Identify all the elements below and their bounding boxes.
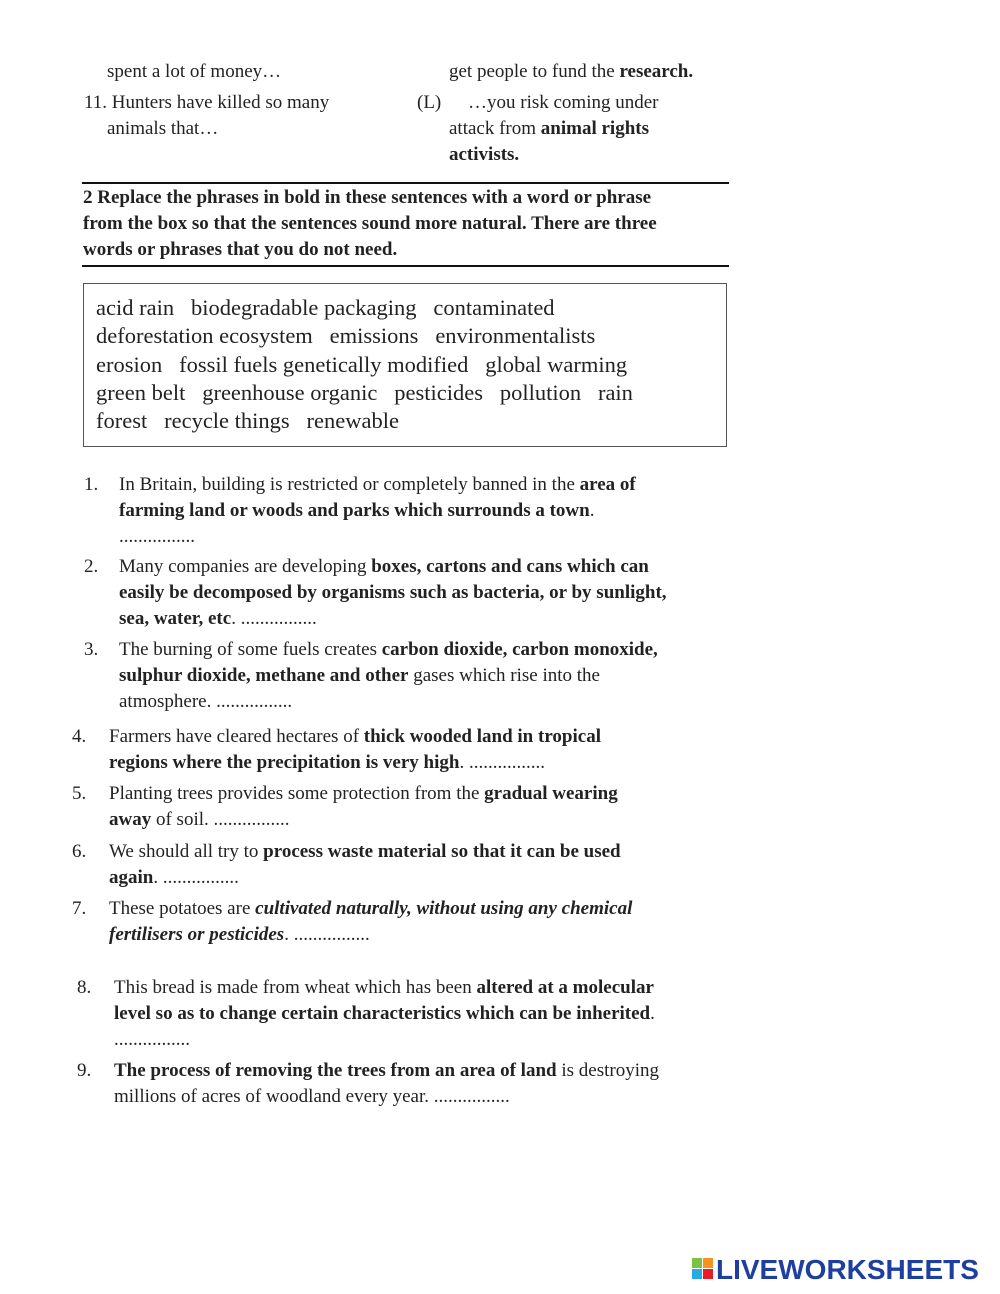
question-text: millions of acres of woodland every year. ................ bbox=[114, 1086, 510, 1107]
question-text: atmosphere. ................ bbox=[119, 691, 293, 712]
question-text: . bbox=[589, 500, 595, 521]
question-line bbox=[119, 498, 594, 524]
question-line bbox=[114, 975, 654, 1001]
question-line bbox=[109, 807, 290, 833]
question-number: 2. bbox=[84, 556, 99, 577]
question-number: 9. bbox=[77, 1060, 92, 1081]
question-number: 8. bbox=[77, 977, 92, 998]
question-bold-phrase: gradual wearing bbox=[484, 783, 618, 804]
instruction-bottom-rule bbox=[82, 265, 729, 267]
question-line bbox=[109, 781, 618, 807]
question-bold-phrase: cultivated naturally, without using any chemical bbox=[255, 898, 633, 919]
logo-grid-icon bbox=[692, 1258, 714, 1280]
match-row10-right-bold: research. bbox=[619, 61, 694, 82]
question-line bbox=[109, 750, 545, 776]
logo-square-icon bbox=[692, 1258, 702, 1268]
match-row10-right bbox=[449, 61, 693, 83]
question-line bbox=[119, 663, 600, 689]
question-bold-phrase: away bbox=[109, 809, 152, 830]
word-box-line: erosion fossil fuels genetically modified global warming bbox=[96, 352, 628, 377]
question-line bbox=[109, 922, 370, 948]
match-row11-left-line1: 11. Hunters have killed so many bbox=[84, 92, 330, 113]
word-box-line: forest recycle things renewable bbox=[96, 408, 399, 433]
question-line bbox=[114, 1001, 655, 1027]
match-row11-right-line2-text: attack from bbox=[449, 118, 541, 139]
question-line bbox=[109, 896, 632, 922]
question-text: The burning of some fuels creates bbox=[119, 639, 382, 660]
question-number: 3. bbox=[84, 639, 99, 660]
question-text: . ................ bbox=[284, 924, 370, 945]
match-row11-right-line3: activists. bbox=[449, 144, 520, 165]
question-line bbox=[119, 524, 195, 550]
question-line bbox=[109, 839, 621, 865]
question-bold-phrase: sulphur dioxide, methane and other bbox=[119, 665, 409, 686]
question-line bbox=[119, 637, 658, 663]
instruction-line1: 2 Replace the phrases in bold in these sentences with a word or phrase bbox=[83, 187, 652, 208]
question-bold-phrase: altered at a molecular bbox=[476, 977, 654, 998]
question-bold-phrase: fertilisers or pesticides bbox=[109, 924, 285, 945]
question-bold-phrase: again bbox=[109, 867, 154, 888]
question-number: 1. bbox=[84, 474, 99, 495]
word-box-line: green belt greenhouse organic pesticides pollution rain bbox=[96, 380, 633, 405]
match-row11-right-line2-bold: animal rights bbox=[540, 118, 649, 139]
question-text: ................ bbox=[119, 526, 195, 547]
question-text: ................ bbox=[114, 1029, 190, 1050]
question-text: of soil. ................ bbox=[151, 809, 290, 830]
question-bold-phrase: easily be decomposed by organisms such as bacteria, or by sunlight, bbox=[119, 582, 667, 603]
question-line bbox=[109, 724, 601, 750]
question-text: These potatoes are bbox=[109, 898, 256, 919]
logo-text: LIVEWORKSHEETS bbox=[716, 1254, 979, 1285]
question-text: Farmers have cleared hectares of bbox=[109, 726, 364, 747]
question-line bbox=[114, 1027, 190, 1053]
question-line bbox=[114, 1084, 510, 1110]
question-number: 4. bbox=[72, 726, 87, 747]
word-box bbox=[83, 283, 727, 447]
question-text: . bbox=[650, 1003, 655, 1024]
question-bold-phrase: The process of removing the trees from an area of land bbox=[114, 1060, 557, 1081]
question-line bbox=[119, 580, 667, 606]
logo-square-icon bbox=[692, 1269, 702, 1279]
match-row11-right-line1: …you risk coming under bbox=[468, 92, 659, 113]
question-bold-phrase: farming land or woods and parks which surrounds a town bbox=[119, 500, 590, 521]
question-bold-phrase: regions where the precipitation is very high bbox=[109, 752, 460, 773]
question-bold-phrase: process waste material so that it can be used bbox=[263, 841, 621, 862]
instruction-line2: from the box so that the sentences sound more natural. There are three bbox=[83, 213, 657, 234]
instruction-top-rule bbox=[82, 182, 729, 184]
question-text: We should all try to bbox=[109, 841, 264, 862]
question-text: . ................ bbox=[459, 752, 545, 773]
question-text: gases which rise into the bbox=[408, 665, 600, 686]
logo-square-icon bbox=[703, 1258, 713, 1268]
match-row11-letter: (L) bbox=[417, 92, 442, 113]
question-text: Many companies are developing bbox=[119, 556, 372, 577]
question-line bbox=[119, 472, 636, 498]
match-row11-left-line2: animals that… bbox=[107, 118, 219, 139]
question-bold-phrase: carbon dioxide, carbon monoxide, bbox=[381, 639, 658, 660]
match-row10-left: spent a lot of money… bbox=[107, 61, 282, 82]
question-bold-phrase: area of bbox=[579, 474, 636, 495]
instruction-line3: words or phrases that you do not need. bbox=[83, 239, 398, 260]
question-text: . ................ bbox=[153, 867, 239, 888]
question-line bbox=[119, 689, 292, 715]
question-line bbox=[119, 554, 649, 580]
liveworksheets-logo bbox=[692, 1254, 992, 1286]
question-text: . ................ bbox=[231, 608, 317, 629]
question-bold-phrase: level so as to change certain characteristics which can be inherited bbox=[114, 1003, 651, 1024]
question-number: 5. bbox=[72, 783, 87, 804]
question-number: 6. bbox=[72, 841, 87, 862]
match-row10-right-text: get people to fund the bbox=[449, 61, 620, 82]
question-text: Planting trees provides some protection from the bbox=[109, 783, 485, 804]
question-bold-phrase: thick wooded land in tropical bbox=[363, 726, 601, 747]
logo-square-icon bbox=[703, 1269, 713, 1279]
word-box-line: deforestation ecosystem emissions environmentalists bbox=[96, 323, 596, 348]
question-text: In Britain, building is restricted or completely banned in the bbox=[119, 474, 580, 495]
question-line bbox=[109, 865, 239, 891]
question-bold-phrase: boxes, cartons and cans which can bbox=[371, 556, 649, 577]
question-line bbox=[114, 1058, 659, 1084]
match-row11-right-line2 bbox=[449, 118, 649, 140]
question-text: is destroying bbox=[556, 1060, 659, 1081]
question-number: 7. bbox=[72, 898, 87, 919]
question-bold-phrase: sea, water, etc bbox=[119, 608, 232, 629]
question-line bbox=[119, 606, 317, 632]
word-box-line: acid rain biodegradable packaging contaminated bbox=[96, 295, 555, 320]
question-text: This bread is made from wheat which has been bbox=[114, 977, 477, 998]
